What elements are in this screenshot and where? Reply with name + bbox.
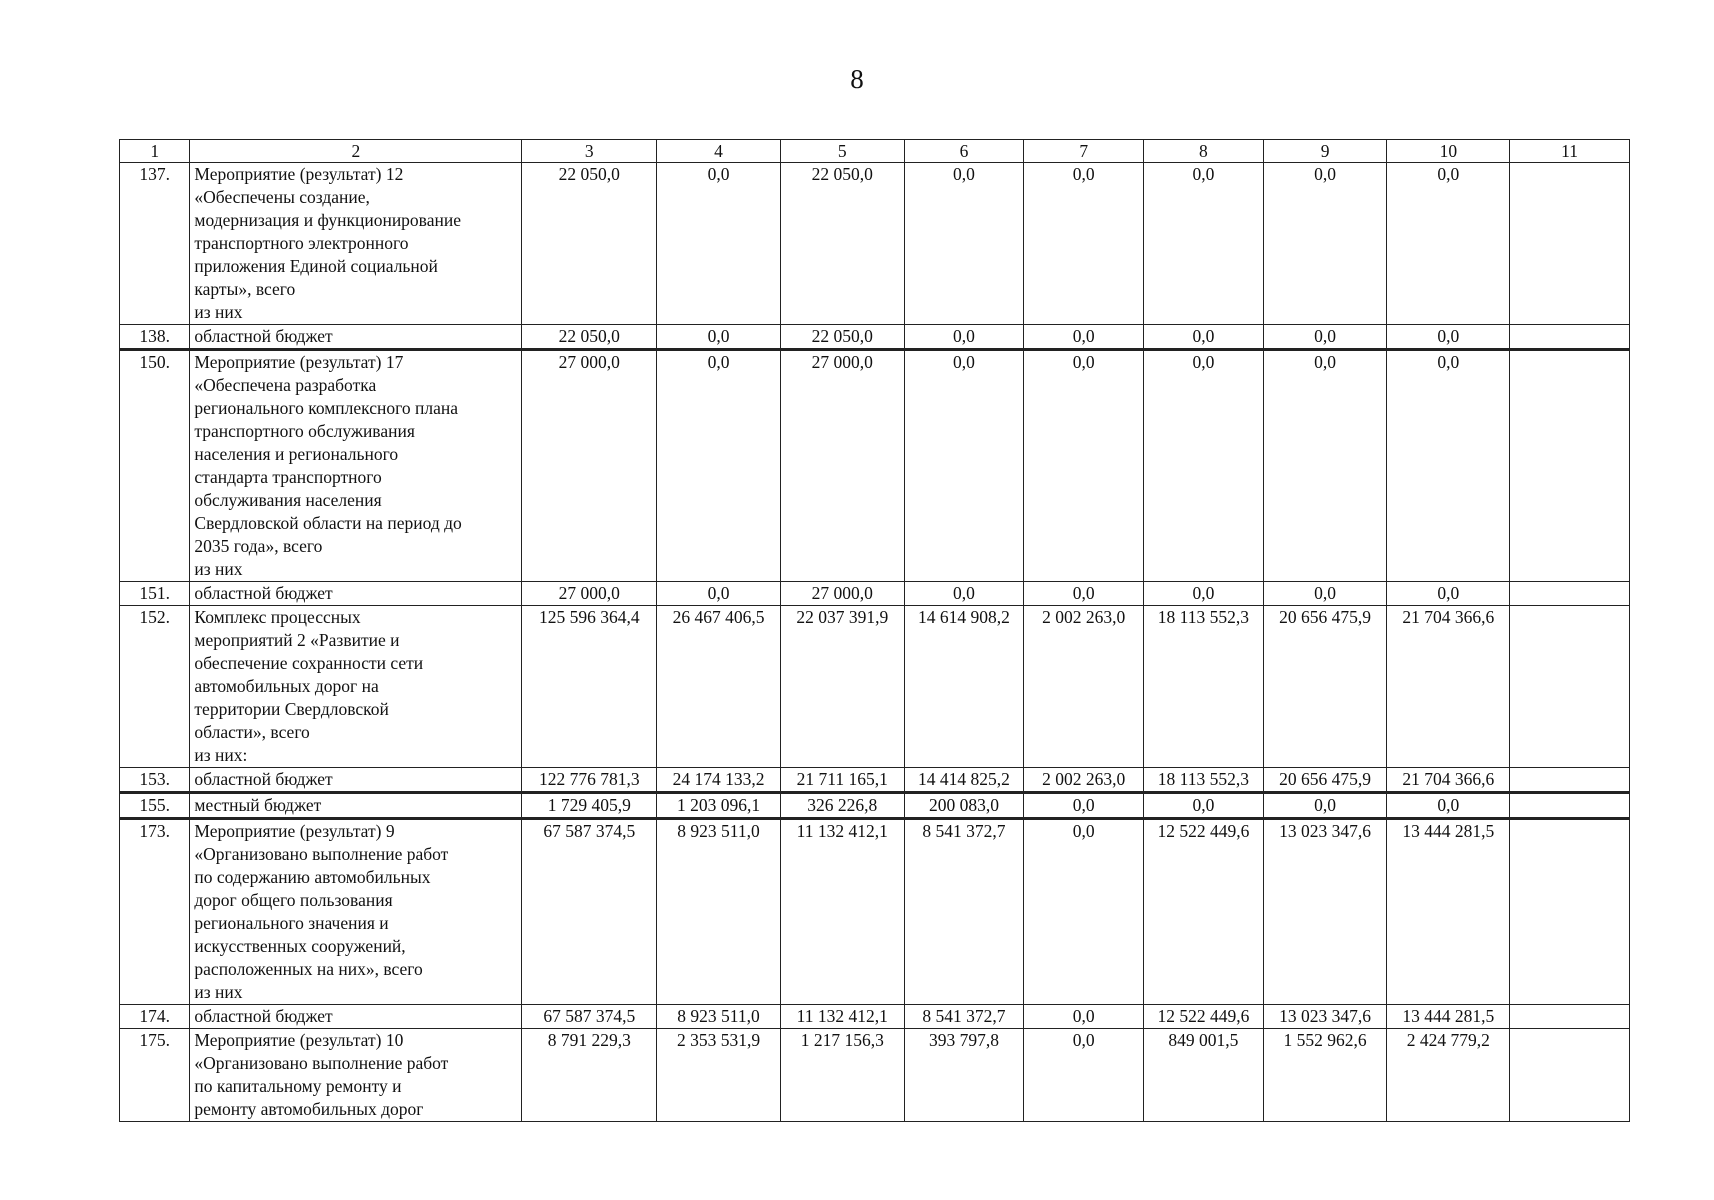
value-cell: 18 113 552,3 (1144, 606, 1264, 768)
row-description: Мероприятие (результат) 9 «Организовано выполнение работ по содержанию автомобильных дорог общего пользования регионального значения и искусственных сооружений, расположенных на них», всего из них (190, 819, 522, 1005)
value-cell: 0,0 (1387, 793, 1510, 819)
value-cell (1510, 1029, 1630, 1122)
table-row (120, 819, 1630, 1005)
value-cell: 1 552 962,6 (1263, 1029, 1387, 1122)
value-cell: 27 000,0 (780, 582, 904, 606)
value-cell: 26 467 406,5 (657, 606, 781, 768)
value-cell: 0,0 (1263, 163, 1387, 325)
row-number: 150. (120, 350, 190, 582)
column-header: 4 (657, 140, 781, 163)
value-cell: 0,0 (1263, 582, 1387, 606)
value-cell: 67 587 374,5 (522, 819, 657, 1005)
value-cell: 22 050,0 (780, 163, 904, 325)
column-header: 6 (904, 140, 1024, 163)
value-cell: 0,0 (657, 325, 781, 350)
value-cell: 20 656 475,9 (1263, 606, 1387, 768)
value-cell: 393 797,8 (904, 1029, 1024, 1122)
column-number-row (120, 140, 1630, 163)
table-row (120, 1029, 1630, 1122)
value-cell: 1 217 156,3 (780, 1029, 904, 1122)
row-description: областной бюджет (190, 325, 522, 350)
column-header: 3 (522, 140, 657, 163)
value-cell: 0,0 (657, 163, 781, 325)
value-cell: 20 656 475,9 (1263, 768, 1387, 793)
table-row (120, 606, 1630, 768)
value-cell: 13 444 281,5 (1387, 1005, 1510, 1029)
row-description: областной бюджет (190, 768, 522, 793)
value-cell: 8 791 229,3 (522, 1029, 657, 1122)
value-cell: 0,0 (1024, 1029, 1144, 1122)
value-cell (1510, 819, 1630, 1005)
value-cell (1510, 606, 1630, 768)
value-cell: 12 522 449,6 (1144, 819, 1264, 1005)
value-cell: 21 704 366,6 (1387, 606, 1510, 768)
table-body (120, 163, 1630, 1122)
value-cell: 0,0 (904, 163, 1024, 325)
row-number: 173. (120, 819, 190, 1005)
value-cell: 0,0 (1387, 350, 1510, 582)
value-cell: 24 174 133,2 (657, 768, 781, 793)
value-cell: 2 002 263,0 (1024, 768, 1144, 793)
row-description: Комплекс процессных мероприятий 2 «Развитие и обеспечение сохранности сети автомобильных дорог на территории Свердловской области», всего из них: (190, 606, 522, 768)
table-row (120, 1005, 1630, 1029)
row-description: Мероприятие (результат) 17 «Обеспечена разработка регионального комплексного плана транспортного обслуживания населения и регионального стандарта транспортного обслуживания населения Свердловской области на период до 2035 года», всего из них (190, 350, 522, 582)
value-cell: 27 000,0 (522, 582, 657, 606)
value-cell: 2 002 263,0 (1024, 606, 1144, 768)
value-cell: 849 001,5 (1144, 1029, 1264, 1122)
table-row (120, 163, 1630, 325)
value-cell (1510, 1005, 1630, 1029)
value-cell: 0,0 (1024, 819, 1144, 1005)
column-header: 2 (190, 140, 522, 163)
value-cell: 0,0 (1024, 582, 1144, 606)
column-header: 8 (1144, 140, 1264, 163)
value-cell: 14 614 908,2 (904, 606, 1024, 768)
value-cell: 0,0 (1263, 350, 1387, 582)
column-header: 5 (780, 140, 904, 163)
value-cell: 0,0 (1387, 582, 1510, 606)
value-cell: 0,0 (1144, 582, 1264, 606)
row-number: 151. (120, 582, 190, 606)
value-cell: 2 353 531,9 (657, 1029, 781, 1122)
value-cell: 13 023 347,6 (1263, 1005, 1387, 1029)
value-cell: 22 050,0 (522, 325, 657, 350)
value-cell: 0,0 (904, 325, 1024, 350)
value-cell: 125 596 364,4 (522, 606, 657, 768)
value-cell: 13 444 281,5 (1387, 819, 1510, 1005)
value-cell: 2 424 779,2 (1387, 1029, 1510, 1122)
value-cell: 0,0 (1387, 325, 1510, 350)
table-row (120, 768, 1630, 793)
value-cell: 0,0 (1024, 325, 1144, 350)
value-cell: 21 704 366,6 (1387, 768, 1510, 793)
value-cell: 0,0 (657, 350, 781, 582)
value-cell: 0,0 (904, 350, 1024, 582)
value-cell: 27 000,0 (522, 350, 657, 582)
column-header: 10 (1387, 140, 1510, 163)
row-number: 155. (120, 793, 190, 819)
row-number: 174. (120, 1005, 190, 1029)
column-header: 9 (1263, 140, 1387, 163)
value-cell: 8 923 511,0 (657, 1005, 781, 1029)
value-cell: 0,0 (1024, 163, 1144, 325)
value-cell: 0,0 (1144, 325, 1264, 350)
value-cell: 18 113 552,3 (1144, 768, 1264, 793)
table-row (120, 325, 1630, 350)
row-number: 152. (120, 606, 190, 768)
value-cell: 22 050,0 (780, 325, 904, 350)
row-number: 153. (120, 768, 190, 793)
value-cell: 0,0 (1263, 793, 1387, 819)
page-number: 8 (850, 64, 864, 94)
value-cell: 0,0 (1024, 350, 1144, 582)
value-cell: 0,0 (1387, 163, 1510, 325)
value-cell (1510, 768, 1630, 793)
value-cell (1510, 325, 1630, 350)
column-header: 1 (120, 140, 190, 163)
budget-table (119, 139, 1630, 1122)
row-description: областной бюджет (190, 1005, 522, 1029)
value-cell: 22 037 391,9 (780, 606, 904, 768)
value-cell: 1 729 405,9 (522, 793, 657, 819)
table-row (120, 350, 1630, 582)
value-cell: 67 587 374,5 (522, 1005, 657, 1029)
value-cell: 0,0 (1263, 325, 1387, 350)
value-cell: 0,0 (1144, 163, 1264, 325)
value-cell: 200 083,0 (904, 793, 1024, 819)
value-cell: 0,0 (1024, 1005, 1144, 1029)
value-cell (1510, 163, 1630, 325)
value-cell: 0,0 (657, 582, 781, 606)
row-description: областной бюджет (190, 582, 522, 606)
row-description: Мероприятие (результат) 10 «Организовано выполнение работ по капитальному ремонту и ремонту автомобильных дорог (190, 1029, 522, 1122)
value-cell (1510, 350, 1630, 582)
value-cell: 11 132 412,1 (780, 819, 904, 1005)
value-cell: 8 541 372,7 (904, 1005, 1024, 1029)
value-cell: 0,0 (1144, 793, 1264, 819)
value-cell: 21 711 165,1 (780, 768, 904, 793)
table-row (120, 582, 1630, 606)
value-cell: 8 923 511,0 (657, 819, 781, 1005)
value-cell: 0,0 (1144, 350, 1264, 582)
value-cell: 0,0 (904, 582, 1024, 606)
value-cell: 11 132 412,1 (780, 1005, 904, 1029)
value-cell: 13 023 347,6 (1263, 819, 1387, 1005)
row-number: 138. (120, 325, 190, 350)
row-description: местный бюджет (190, 793, 522, 819)
column-header: 7 (1024, 140, 1144, 163)
value-cell: 8 541 372,7 (904, 819, 1024, 1005)
value-cell (1510, 582, 1630, 606)
value-cell: 14 414 825,2 (904, 768, 1024, 793)
table-row (120, 793, 1630, 819)
value-cell: 122 776 781,3 (522, 768, 657, 793)
row-number: 175. (120, 1029, 190, 1122)
value-cell: 326 226,8 (780, 793, 904, 819)
value-cell (1510, 793, 1630, 819)
value-cell: 27 000,0 (780, 350, 904, 582)
value-cell: 12 522 449,6 (1144, 1005, 1264, 1029)
value-cell: 0,0 (1024, 793, 1144, 819)
value-cell: 1 203 096,1 (657, 793, 781, 819)
column-header: 11 (1510, 140, 1630, 163)
value-cell: 22 050,0 (522, 163, 657, 325)
row-description: Мероприятие (результат) 12 «Обеспечены создание, модернизация и функционирование транспортного электронного приложения Единой социальной карты», всего из них (190, 163, 522, 325)
row-number: 137. (120, 163, 190, 325)
